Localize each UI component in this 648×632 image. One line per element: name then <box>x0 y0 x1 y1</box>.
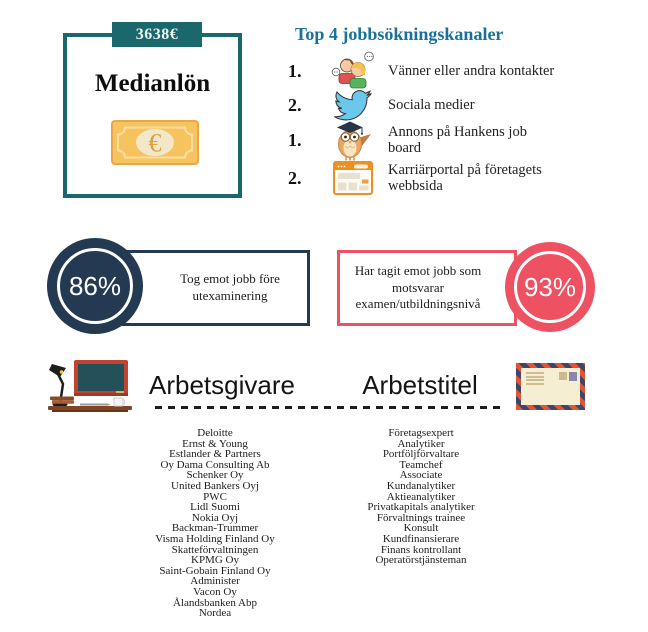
list-item: Ålandsbanken Abp <box>172 596 257 609</box>
list-item: Operatörstjänsteman <box>375 554 467 567</box>
channel-label: Vänner eller andra kontakter <box>388 62 555 79</box>
list-item: Aktieanalytiker <box>386 490 456 503</box>
address-line <box>526 376 544 378</box>
list-item: Förvaltnings trainee <box>376 511 466 524</box>
stat-label: Tog emot jobb före utexaminering <box>180 271 280 303</box>
channel-rank: 1. <box>288 60 302 81</box>
list-item: Konsult <box>403 522 439 535</box>
svg-text:€: € <box>148 128 162 158</box>
stat-box-matching-degree <box>337 250 517 326</box>
list-item: Kundfinansierare <box>382 532 460 545</box>
list-item: Analytiker <box>397 437 445 450</box>
euro-banknote-icon <box>111 120 199 170</box>
chat-people-icon <box>328 51 378 91</box>
list-item: Visma Holding Finland Oy <box>155 532 275 545</box>
channels-title: Top 4 jobbsökningskanaler <box>295 24 504 44</box>
job-titles-header: Arbetstitel <box>362 370 478 400</box>
circle-ring <box>57 248 133 324</box>
list-item: Estlander & Partners <box>169 448 261 461</box>
stat-circle-86 <box>47 238 143 334</box>
twitter-bird-icon <box>328 88 378 122</box>
address-line <box>526 383 544 385</box>
employers-list <box>115 428 315 619</box>
median-salary-card <box>63 33 242 198</box>
dashed-divider <box>155 406 502 409</box>
browser-window-icon <box>328 161 378 195</box>
median-salary-value: 3638€ <box>112 22 202 47</box>
airmail-envelope-icon <box>516 363 585 410</box>
list-item: Teamchef <box>399 458 443 471</box>
list-item: Företagsexpert <box>388 427 454 439</box>
list-item: Vacon Oy <box>193 585 237 598</box>
circle-ring <box>514 251 586 323</box>
list-item: PWC <box>203 490 227 503</box>
list-item: Finans kontrollant <box>380 543 462 556</box>
list-item: Schenker Oy <box>186 469 244 482</box>
list-item: Privatkapitals analytiker <box>367 501 475 514</box>
stat-value: 86% <box>68 270 122 301</box>
list-item: Nokia Oyj <box>191 511 239 524</box>
stat-circle-93 <box>505 242 595 332</box>
list-item: KPMG Oy <box>191 554 239 567</box>
list-item: Ernst & Young <box>182 437 248 450</box>
list-item: Administer <box>190 575 240 588</box>
channel-label: Sociala medier <box>388 96 475 113</box>
list-item: Skatteförvaltningen <box>171 543 259 556</box>
channel-row <box>288 51 588 91</box>
list-item: Saint-Gobain Finland Oy <box>159 564 271 577</box>
address-line <box>526 379 544 381</box>
channel-rank: 1. <box>288 129 302 150</box>
channel-rank: 2. <box>288 94 302 115</box>
list-item: Oy Dama Consulting Ab <box>160 458 270 471</box>
channel-row <box>288 155 574 201</box>
list-item: Portföljförvaltare <box>382 448 460 461</box>
chalkboard-desk-icon <box>46 358 134 419</box>
list-item: Kundanalytiker <box>386 479 456 492</box>
list-item: United Bankers Oyj <box>171 479 259 492</box>
employers-header: Arbetsgivare <box>149 370 295 400</box>
list-item: Nordea <box>198 607 232 620</box>
list-item: Lidl Suomi <box>190 501 240 514</box>
job-titles-list <box>321 428 521 566</box>
median-salary-label: Medianlön <box>94 70 211 97</box>
stat-value: 93% <box>523 271 577 302</box>
stamp <box>559 372 567 380</box>
stat-box-before-graduation <box>122 250 310 326</box>
address-line <box>526 372 544 374</box>
channel-label: Karriärportal på företagets webbsida <box>388 161 542 194</box>
channel-label: Annons på Hankens job board <box>388 123 527 156</box>
list-item: Associate <box>399 469 443 482</box>
stamp <box>569 372 577 381</box>
list-item: Backman-Trummer <box>171 522 259 535</box>
channel-rank: 2. <box>288 167 302 188</box>
list-item: Deloitte <box>197 427 233 439</box>
stat-label: Har tagit emot jobb som motsvarar examen/utbildningsnivå <box>354 262 482 312</box>
